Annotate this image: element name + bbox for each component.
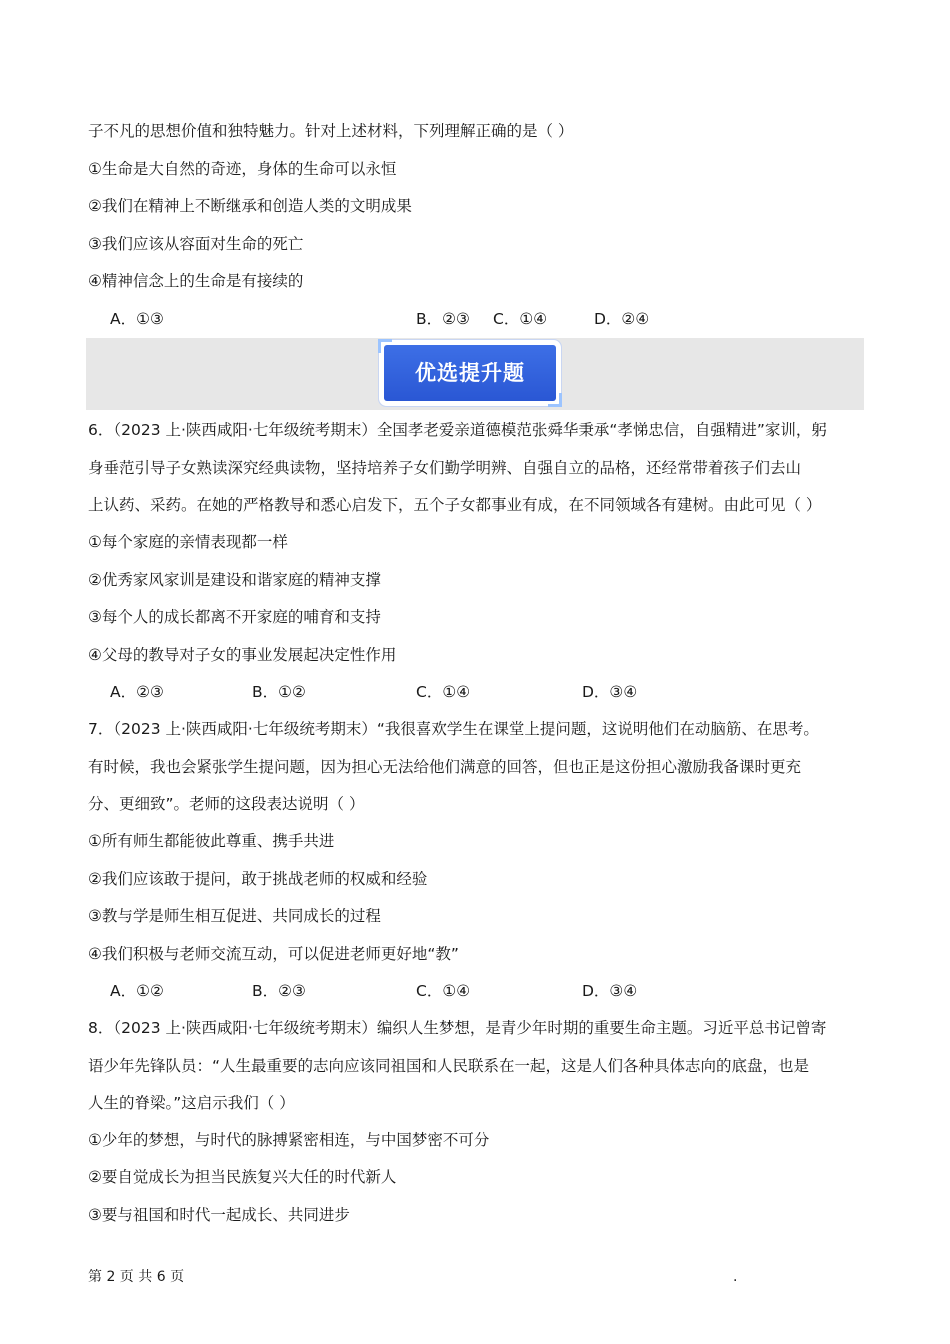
q6-options	[110, 680, 870, 704]
q5-stem-end: 子不凡的思想价值和独特魅力。针对上述材料，下列理解正确的是（ ）	[88, 122, 574, 140]
q8-item-3: ③要与祖国和时代一起成长、共同进步	[88, 1206, 350, 1224]
q5-item-3: ③我们应该从容面对生命的死亡	[88, 235, 304, 253]
q5-option-b[interactable]: B．②③	[416, 310, 470, 328]
q7-option-a[interactable]: A．①②	[110, 982, 164, 1000]
q6-item-4: ④父母的教导对子女的事业发展起决定性作用	[88, 646, 397, 664]
q6-option-b[interactable]: B．①②	[252, 683, 306, 701]
q7-option-c[interactable]: C．①④	[416, 982, 471, 1000]
q6-option-a[interactable]: A．②③	[110, 683, 164, 701]
q6-item-1: ①每个家庭的亲情表现都一样	[88, 533, 288, 551]
q8-item-2: ②要自觉成长为担当民族复兴大任的时代新人	[88, 1168, 397, 1186]
section-badge	[384, 345, 556, 401]
q5-item-1: ①生命是大自然的奇迹，身体的生命可以永恒	[88, 160, 397, 178]
q7-item-4: ④我们积极与老师交流互动，可以促进老师更好地“教”	[88, 945, 459, 963]
q7-option-b[interactable]: B．②③	[252, 982, 306, 1000]
q6-option-c[interactable]: C．①④	[416, 683, 471, 701]
footer-dot: .	[733, 1269, 738, 1285]
q8-stem-line-2: 语少年先锋队员：“人生最重要的志向应该同祖国和人民联系在一起，这是人们各种具体志向的底盘，也是	[88, 1057, 810, 1075]
q7-item-2: ②我们应该敢于提问，敢于挑战老师的权威和经验	[88, 870, 428, 888]
q7-option-d[interactable]: D．③④	[582, 982, 638, 1000]
q6-stem-line-1: 6．（2023 上·陕西咸阳·七年级统考期末）全国孝老爱亲道德模范张舜华秉承“孝悌忠信，自强精进”家训，躬	[88, 421, 827, 439]
page-number: 第 2 页 共 6 页	[88, 1269, 185, 1285]
q5-option-c[interactable]: C．①④	[493, 310, 548, 328]
q8-stem-line-3: 人生的脊梁。”这启示我们（ ）	[88, 1094, 295, 1112]
q7-stem-line-3: 分、更细致”。老师的这段表达说明（ ）	[88, 795, 365, 813]
q8-item-1: ①少年的梦想，与时代的脉搏紧密相连，与中国梦密不可分	[88, 1131, 490, 1149]
q5-option-d[interactable]: D．②④	[594, 310, 650, 328]
q6-item-3: ③每个人的成长都离不开家庭的哺育和支持	[88, 608, 381, 626]
q5-item-2: ②我们在精神上不断继承和创造人类的文明成果	[88, 197, 412, 215]
q5-item-4: ④精神信念上的生命是有接续的	[88, 272, 304, 290]
q7-item-3: ③教与学是师生相互促进、共同成长的过程	[88, 907, 381, 925]
q5-options	[110, 307, 870, 331]
q6-stem-line-2: 身垂范引导子女熟读深究经典读物，坚持培养子女们勤学明辨、自强自立的品格，还经常带着孩子们去山	[88, 459, 802, 477]
q7-stem-line-2: 有时候，我也会紧张学生提问题，因为担心无法给他们满意的回答，但也正是这份担心激励我备课时更充	[88, 758, 802, 776]
q7-options	[110, 979, 870, 1003]
q7-stem-line-1: 7．（2023 上·陕西咸阳·七年级统考期末）“我很喜欢学生在课堂上提问题，这说明他们在动脑筋、在思考。	[88, 720, 819, 738]
q7-item-1: ①所有师生都能彼此尊重、携手共进	[88, 832, 335, 850]
q5-option-a[interactable]: A．①③	[110, 310, 164, 328]
section-title: 优选提升题	[415, 361, 525, 385]
q8-stem-line-1: 8．（2023 上·陕西咸阳·七年级统考期末）编织人生梦想，是青少年时期的重要生命主题。习近平总书记曾寄	[88, 1019, 827, 1037]
q6-item-2: ②优秀家风家训是建设和谐家庭的精神支撑	[88, 571, 381, 589]
q6-stem-line-3: 上认药、采药。在她的严格教导和悉心启发下，五个子女都事业有成，在不同领域各有建树。由此可见（ ）	[88, 496, 822, 514]
q6-option-d[interactable]: D．③④	[582, 683, 638, 701]
